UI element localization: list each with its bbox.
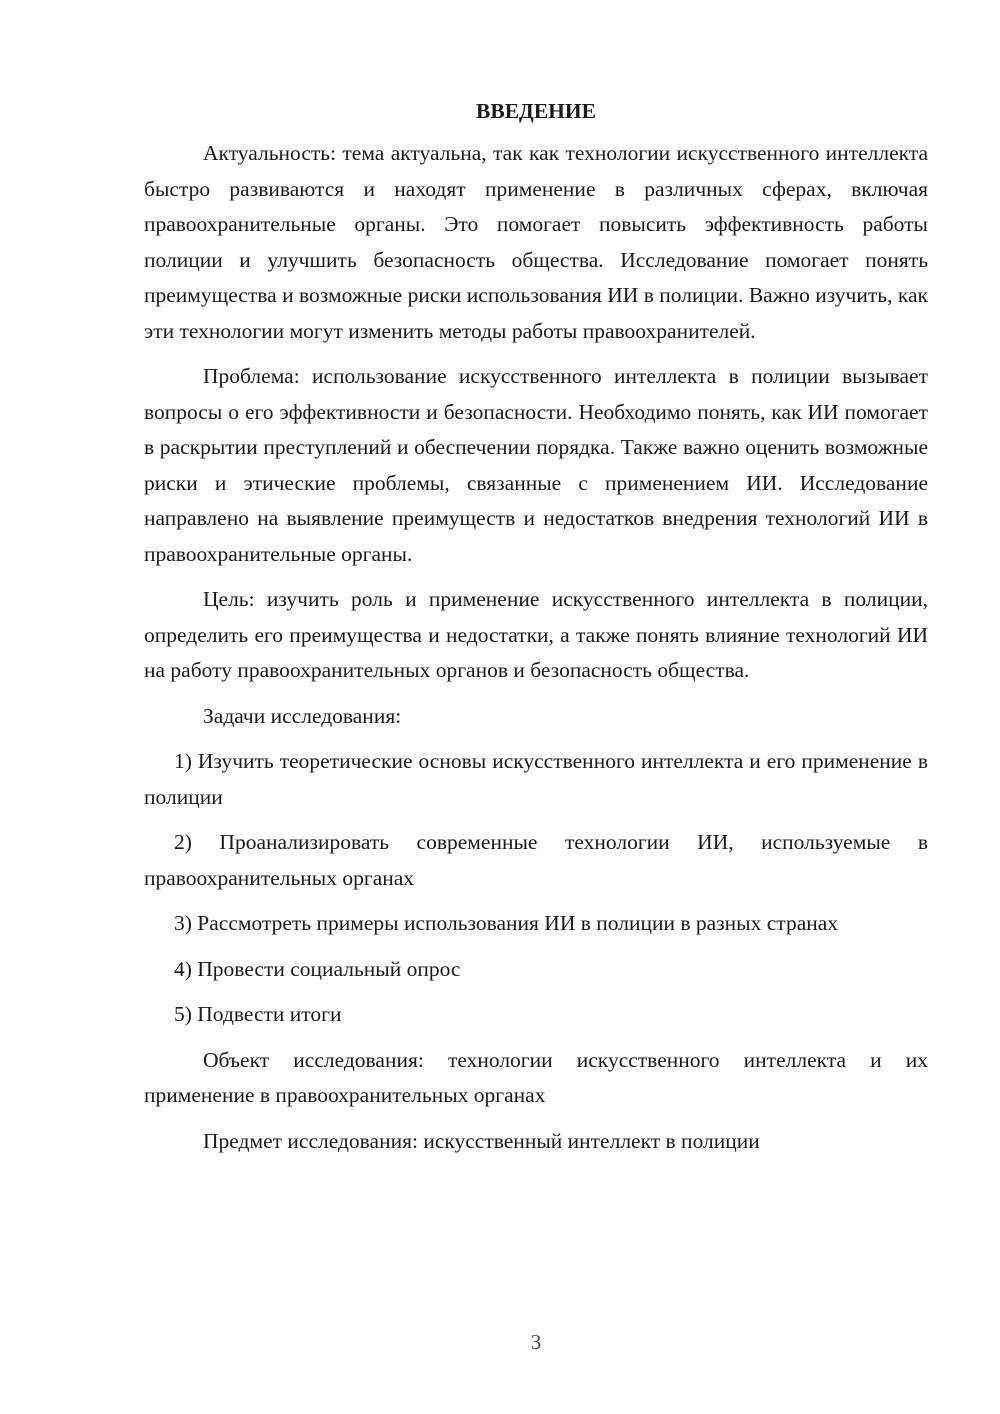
document-page xyxy=(144,96,928,1169)
task-item-2: 2) Проанализировать современные технологии ИИ, используемые в правоохранительных органах xyxy=(144,830,928,890)
tasks-heading: Задачи исследования: xyxy=(203,703,402,728)
page-number: 3 xyxy=(530,1330,542,1354)
paragraph-object: Объект исследования: технологии искусственного интеллекта и их применение в правоохранительных органах xyxy=(144,1047,928,1107)
paragraph-goal: Цель: изучить роль и применение искусственного интеллекта в полиции, определить его преимущества и недостатки, а также понять влияние технологий ИИ на работу правоохранительных органов и безопасность общества. xyxy=(144,587,928,682)
paragraph-problem: Проблема: использование искусственного интеллекта в полиции вызывает вопросы о его эффективности и безопасности. Необходимо понять, как ИИ помогает в раскрытии преступлений и обеспечении порядка. Также важно оценить возможные риски и этические проблемы, связанные с применением ИИ. Исследование направлено на выявление преимуществ и недостатков внедрения технологий ИИ в правоохранительные органы. xyxy=(144,364,928,566)
task-item-4: 4) Провести социальный опрос xyxy=(174,956,461,981)
paragraph-subject: Предмет исследования: искусственный интеллект в полиции xyxy=(203,1128,760,1153)
task-item-5: 5) Подвести итоги xyxy=(174,1002,342,1026)
page-title: ВВЕДЕНИЕ xyxy=(476,99,596,123)
task-item-1: 1) Изучить теоретические основы искусственного интеллекта и его применение в полиции xyxy=(144,749,928,809)
task-item-3: 3) Рассмотреть примеры использования ИИ в полиции в разных странах xyxy=(174,911,839,935)
paragraph-relevance: Актуальность: тема актуальна, так как технологии искусственного интеллекта быстро развиваются и находят применение в различных сферах, включая правоохранительные органы. Это помогает повысить эффективность работы полиции и улучшить безопасность общества. Исследование помогает понять преимущества и возможные риски использования ИИ в полиции. Важно изучить, как эти технологии могут изменить методы работы правоохранителей. xyxy=(144,141,928,343)
